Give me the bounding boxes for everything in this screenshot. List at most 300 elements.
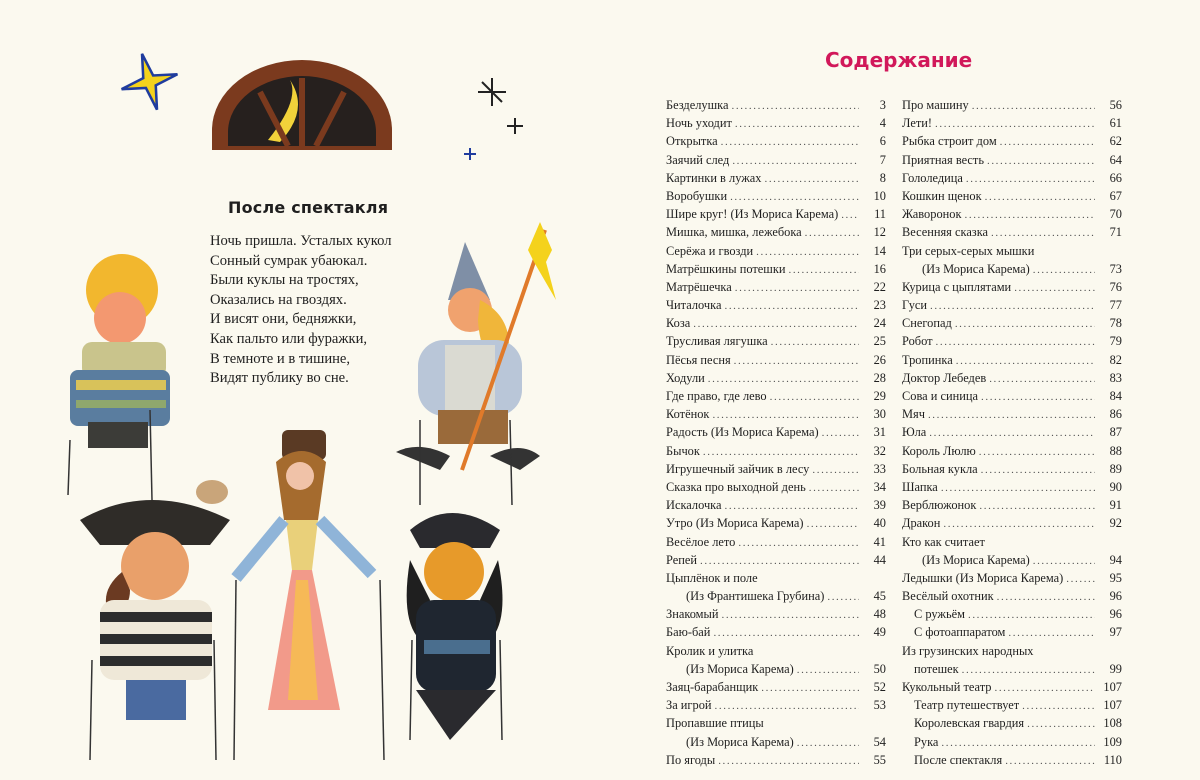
toc-entry-page: 16 [873,261,886,276]
toc-entry [902,587,1122,605]
toc-entry-page: 12 [873,225,886,240]
toc-entry [902,478,1122,496]
toc-leader-dots [965,206,1096,224]
poem-line: Видят публику во сне. [210,370,349,387]
toc-entry-title: (Из Мориса Карема) [922,552,1030,567]
toc-leader-dots [985,188,1095,206]
toc-entry [666,96,886,114]
toc-column-left [666,96,886,769]
toc-entry [666,587,886,605]
toc-leader-dots [841,206,859,224]
toc-entry-page: 25 [873,334,886,349]
toc-leader-dots [1027,715,1095,733]
toc-entry-page: 87 [1109,425,1122,440]
toc-entry-page: 79 [1109,334,1122,349]
boy-puppet-drawing [68,254,170,500]
toc-entry-page: 95 [1109,570,1122,585]
toc-entry-title: Коза [666,316,691,331]
toc-entry-title: Приятная весть [902,152,984,167]
star-icon [464,78,523,160]
toc-entry-title: Безделушка [666,98,729,112]
toc-entry-title: Сова и синица [902,389,978,403]
toc-entry-page: 73 [1109,261,1122,276]
toc-leader-dots [734,352,859,370]
toc-entry [902,642,1122,660]
toc-leader-dots [1066,570,1095,588]
toc-entry-title: Гололедица [902,170,963,185]
toc-entry-title: Жаворонок [902,207,962,222]
poem-line: Как пальто или фуражки, [210,330,368,347]
toc-entry-title: Ночь уходит [666,116,732,131]
toc-leader-dots [943,515,1095,533]
toc-entry [666,296,886,314]
toc-entry-page: 76 [1109,279,1122,294]
toc-entry-title: Матрёшечка [666,279,732,294]
toc-leader-dots [989,370,1095,388]
toc-entry-page: 108 [1103,716,1122,731]
toc-entry [902,387,1122,405]
toc-leader-dots [941,734,1095,752]
toc-leader-dots [1033,261,1095,279]
toc-entry-title: Радость (Из Мориса Карема) [666,425,819,440]
toc-entry-page: 11 [874,207,886,222]
toc-entry-title: Робот [902,334,933,349]
toc-entry-title: Искалочка [666,498,722,513]
toc-entry-title: Сказка про выходной день [666,479,806,494]
toc-leader-dots [929,424,1095,442]
toc-entry [666,569,886,587]
toc-leader-dots [930,297,1095,315]
toc-leader-dots [797,661,859,679]
toc-entry-page: 45 [873,589,886,604]
toc-entry [666,714,886,732]
toc-entry-title: Баю-бай [666,625,711,640]
toc-entry [902,460,1122,478]
toc-entry-title: Шире круг! (Из Мориса Карема) [666,207,839,222]
toc-entry-page: 86 [1109,407,1122,422]
toc-leader-dots [1000,133,1095,151]
toc-entry-title: Серёжа и гвозди [666,243,754,258]
toc-entry [666,260,886,278]
toc-entry-title: (Из Мориса Карема) [686,661,794,676]
toc-entry [666,332,886,350]
toc-entry-page: 64 [1109,152,1122,167]
toc-entry-title: (Из Франтишека Грубина) [686,589,825,604]
toc-entry-page: 31 [873,425,886,440]
toc-entry-title: Кукольный театр [902,680,992,694]
lady-puppet-drawing [234,430,384,760]
toc-leader-dots [994,679,1095,697]
toc-entry [666,387,886,405]
toc-entry-page: 52 [873,680,886,694]
toc-leader-dots [735,115,859,133]
toc-leader-dots [981,461,1095,479]
toc-entry-page: 71 [1109,225,1122,240]
toc-entry-page: 82 [1109,352,1122,367]
toc-entry [666,660,886,678]
toc-entry [902,733,1122,751]
toc-entry-page: 96 [1109,589,1122,604]
toc-leader-dots [700,552,859,570]
toc-entry-title: Шапка [902,479,938,494]
toc-entry [902,678,1122,696]
toc-leader-dots [1008,624,1095,642]
toc-entry [666,369,886,387]
poem-line: И висят они, бедняжки, [210,311,357,328]
toc-entry-page: 26 [873,352,886,367]
toc-entry-page: 97 [1109,625,1122,640]
toc-entry [666,696,886,714]
toc-leader-dots [761,679,859,697]
toc-entry-page: 8 [879,170,886,185]
toc-entry [902,514,1122,532]
toc-entry-page: 30 [873,407,886,422]
toc-entry-page: 54 [873,734,886,749]
toc-entry-page: 56 [1109,98,1122,112]
toc-entry-title: Лети! [902,116,932,131]
toc-entry-page: 110 [1103,752,1122,767]
toc-entry-title: Дракон [902,516,941,531]
toc-entry [902,369,1122,387]
toc-entry-page: 24 [873,316,886,331]
toc-entry-title: Рука [914,734,939,749]
poem-line: Сонный сумрак убаюкал. [210,252,368,269]
toc-entry-page: 92 [1109,516,1122,531]
toc-entry-page: 33 [873,461,886,476]
toc-entry-page: 7 [879,152,886,167]
toc-entry-title: Ледышки (Из Мориса Карема) [902,570,1064,585]
toc-entry-title: За игрой [666,698,712,713]
toc-entry [902,132,1122,150]
toc-leader-dots [968,606,1095,624]
toc-entry-title: Про машину [902,98,969,112]
toc-leader-dots [928,406,1095,424]
toc-entry-title: Весёлое лето [666,534,736,549]
toc-leader-dots [724,297,859,315]
toc-entry-title: Театр путешествует [914,698,1020,713]
toc-entry-page: 3 [879,98,886,112]
toc-entry-title: С ружьём [914,607,965,622]
toc-entry-title: Гуси [902,298,928,313]
toc-leader-dots [721,606,859,624]
toc-entry-page: 41 [873,534,886,549]
toc-entry-page: 29 [873,389,886,403]
toc-entry-title: Знакомый [666,607,719,622]
toc-entry-page: 4 [879,116,886,131]
toc-entry-page: 96 [1109,607,1122,622]
toc-entry-page: 22 [873,279,886,294]
toc-entry-page: 94 [1109,552,1122,567]
toc-leader-dots [955,315,1095,333]
toc-entry-page: 62 [1109,134,1122,149]
toc-entry [666,514,886,532]
toc-entry [902,660,1122,678]
toc-leader-dots [809,479,859,497]
toc-leader-dots [972,97,1095,115]
toc-entry-page: 67 [1109,188,1122,203]
toc-leader-dots [962,661,1095,679]
toc-entry-page: 83 [1109,370,1122,385]
toc-entry-page: 99 [1109,661,1122,676]
toc-entry [666,405,886,423]
toc-entry [902,205,1122,223]
toc-entry [902,405,1122,423]
toc-entry [666,496,886,514]
toc-leader-dots [693,315,859,333]
toc-entry-page: 14 [873,243,886,258]
toc-entry-title: Открытка [666,134,718,149]
toc-leader-dots [966,170,1095,188]
toc-leader-dots [764,170,859,188]
toc-entry [666,423,886,441]
toc-entry-title: Игрушечный зайчик в лесу [666,461,810,476]
toc-entry-title: (Из Мориса Карема) [686,734,794,749]
toc-leader-dots [981,388,1095,406]
toc-leader-dots [979,443,1095,461]
toc-entry-page: 40 [873,516,886,531]
toc-entry [902,751,1122,769]
toc-entry-page: 90 [1109,479,1122,494]
toc-entry [666,242,886,260]
toc-entry [902,569,1122,587]
toc-leader-dots [822,424,859,442]
toc-entry-title: Картинки в лужах [666,170,762,185]
toc-leader-dots [979,497,1095,515]
toc-entry-page: 55 [873,752,886,767]
toc-entry [666,114,886,132]
toc-entry [666,205,886,223]
toc-leader-dots [713,624,859,642]
toc-entry [902,623,1122,641]
toc-leader-dots [935,115,1095,133]
toc-entry-page: 39 [873,498,886,513]
toc-entry [902,96,1122,114]
toc-leader-dots [703,443,859,461]
toc-entry-title: Читалочка [666,298,722,313]
toc-entry [902,423,1122,441]
toc-entry [902,260,1122,278]
toc-entry-title: потешек [914,661,959,676]
window-drawing [212,60,392,150]
toc-entry [666,533,886,551]
toc-entry-page: 107 [1103,698,1122,713]
toc-entry-title: Цыплёнок и поле [666,570,758,585]
toc-entry [902,223,1122,241]
toc-entry [666,460,886,478]
toc-entry [666,642,886,660]
toc-entry-title: Снегопад [902,316,952,331]
toc-entry-title: Котёнок [666,407,710,422]
toc-entry-title: По ягоды [666,752,716,767]
toc-entry-title: Матрёшкины потешки [666,261,786,276]
right-page [600,0,1200,780]
toc-entry [902,696,1122,714]
toc-entry [902,314,1122,332]
toc-entry-page: 77 [1109,298,1122,313]
toc-entry-page: 70 [1109,207,1122,222]
toc-entry [666,605,886,623]
toc-entry [666,151,886,169]
toc-entry [902,151,1122,169]
toc-leader-dots [732,152,859,170]
toc-entry-title: Бычок [666,443,700,458]
toc-title: Содержание [825,48,973,72]
toc-leader-dots [770,388,859,406]
toc-entry-title: Утро (Из Мориса Карема) [666,516,804,531]
toc-leader-dots [991,224,1095,242]
poem-line: Были куклы на тростях, [210,272,359,289]
toc-entry-title: Заяц-барабанщик [666,680,759,694]
poem-title: После спектакля [228,198,389,217]
toc-entry-title: Мяч [902,407,925,422]
toc-leader-dots [712,406,859,424]
toc-entry [666,678,886,696]
toc-leader-dots [1033,552,1095,570]
toc-entry-title: Королевская гвардия [914,716,1025,731]
toc-leader-dots [941,479,1095,497]
poem-line: В темноте и в тишине, [210,350,351,367]
toc-entry [902,442,1122,460]
toc-leader-dots [725,497,859,515]
toc-leader-dots [827,588,859,606]
toc-leader-dots [730,188,859,206]
toc-entry [902,278,1122,296]
toc-entry-page: 10 [873,188,886,203]
pirate-puppet-drawing [80,480,230,760]
toc-entry-page: 50 [873,661,886,676]
toc-entry [666,132,886,150]
toc-leader-dots [812,461,859,479]
toc-entry-page: 66 [1109,170,1122,185]
toc-entry-page: 78 [1109,316,1122,331]
toc-entry-title: Рыбка строит дом [902,134,997,149]
toc-entry [666,551,886,569]
toc-entry-page: 44 [873,552,886,567]
toc-entry-title: Курица с цыплятами [902,279,1012,294]
toc-entry-title: Верблюжонок [902,498,977,513]
toc-entry [902,533,1122,551]
toc-leader-dots [997,588,1095,606]
toc-leader-dots [1022,697,1095,715]
toc-entry [902,169,1122,187]
toc-leader-dots [797,734,859,752]
toc-entry [666,478,886,496]
toc-entry [666,351,886,369]
toc-leader-dots [732,97,860,115]
toc-leader-dots [987,152,1095,170]
cat-musketeer-puppet-drawing [407,513,503,740]
toc-entry-page: 53 [873,698,886,713]
toc-leader-dots [721,133,859,151]
toc-entry-page: 28 [873,370,886,385]
toc-entry-title: Из грузинских народных [902,643,1034,658]
poem-line: Оказались на гвоздях. [210,291,347,308]
toc-entry [902,496,1122,514]
toc-entry-page: 49 [873,625,886,640]
toc-entry [902,114,1122,132]
toc-leader-dots [805,224,859,242]
toc-entry [902,714,1122,732]
toc-entry-title: Доктор Лебедев [902,370,987,385]
toc-entry [666,442,886,460]
toc-entry-page: 107 [1103,680,1122,694]
toc-entry-page: 34 [873,479,886,494]
toc-leader-dots [771,333,859,351]
toc-entry-title: Пропавшие птицы [666,716,764,731]
toc-leader-dots [1014,279,1095,297]
toc-entry-title: Король Люлю [902,443,976,458]
poem-line: Ночь пришла. Усталых кукол [210,233,392,249]
toc-entry-page: 88 [1109,443,1122,458]
star-icon [114,46,185,117]
toc-leader-dots [718,752,859,770]
toc-entry [666,751,886,769]
toc-entry [666,169,886,187]
toc-entry-title: Больная кукла [902,461,978,476]
toc-entry [666,733,886,751]
toc-leader-dots [756,243,859,261]
toc-entry [902,605,1122,623]
toc-entry-title: Весенняя сказка [902,225,989,240]
toc-entry-title: Весёлый охотник [902,589,994,604]
toc-entry-title: Заячий след [666,152,730,167]
toc-entry-page: 48 [873,607,886,622]
toc-entry [902,187,1122,205]
toc-entry-title: Юла [902,425,927,440]
toc-leader-dots [788,261,859,279]
toc-entry-title: Репей [666,552,697,567]
toc-entry-title: (Из Мориса Карема) [922,261,1030,276]
toc-entry-title: Мишка, мишка, лежебока [666,225,802,240]
toc-entry-page: 61 [1109,116,1122,131]
toc-leader-dots [738,534,859,552]
toc-entry-title: Где право, где лево [666,389,767,403]
toc-entry [902,551,1122,569]
toc-leader-dots [715,697,859,715]
poem-text [210,232,430,389]
toc-leader-dots [807,515,859,533]
toc-entry-title: После спектакля [914,752,1003,767]
toc-entry [902,242,1122,260]
toc-entry [902,296,1122,314]
toc-leader-dots [1005,752,1095,770]
toc-entry-title: Кто как считает [902,534,985,549]
toc-leader-dots [708,370,859,388]
toc-entry-page: 109 [1103,734,1122,749]
toc-column-right [902,96,1122,769]
toc-entry-page: 32 [873,443,886,458]
toc-entry-title: Кролик и улитка [666,643,754,658]
toc-leader-dots [956,352,1095,370]
toc-entry [666,278,886,296]
toc-entry-page: 84 [1109,389,1122,403]
toc-entry-title: Трусливая лягушка [666,334,768,349]
toc-entry-title: Кошкин щенок [902,188,982,203]
toc-entry [902,351,1122,369]
toc-entry-title: Три серых-серых мышки [902,243,1035,258]
toc-entry-page: 6 [879,134,886,149]
toc-entry-title: С фотоаппаратом [914,625,1006,640]
toc-entry-title: Ходули [666,370,705,385]
toc-entry [666,314,886,332]
toc-entry [666,623,886,641]
toc-leader-dots [936,333,1095,351]
toc-entry-page: 89 [1109,461,1122,476]
toc-entry-title: Пёсья песня [666,352,731,367]
toc-entry [666,223,886,241]
toc-entry [666,187,886,205]
toc-entry [902,332,1122,350]
